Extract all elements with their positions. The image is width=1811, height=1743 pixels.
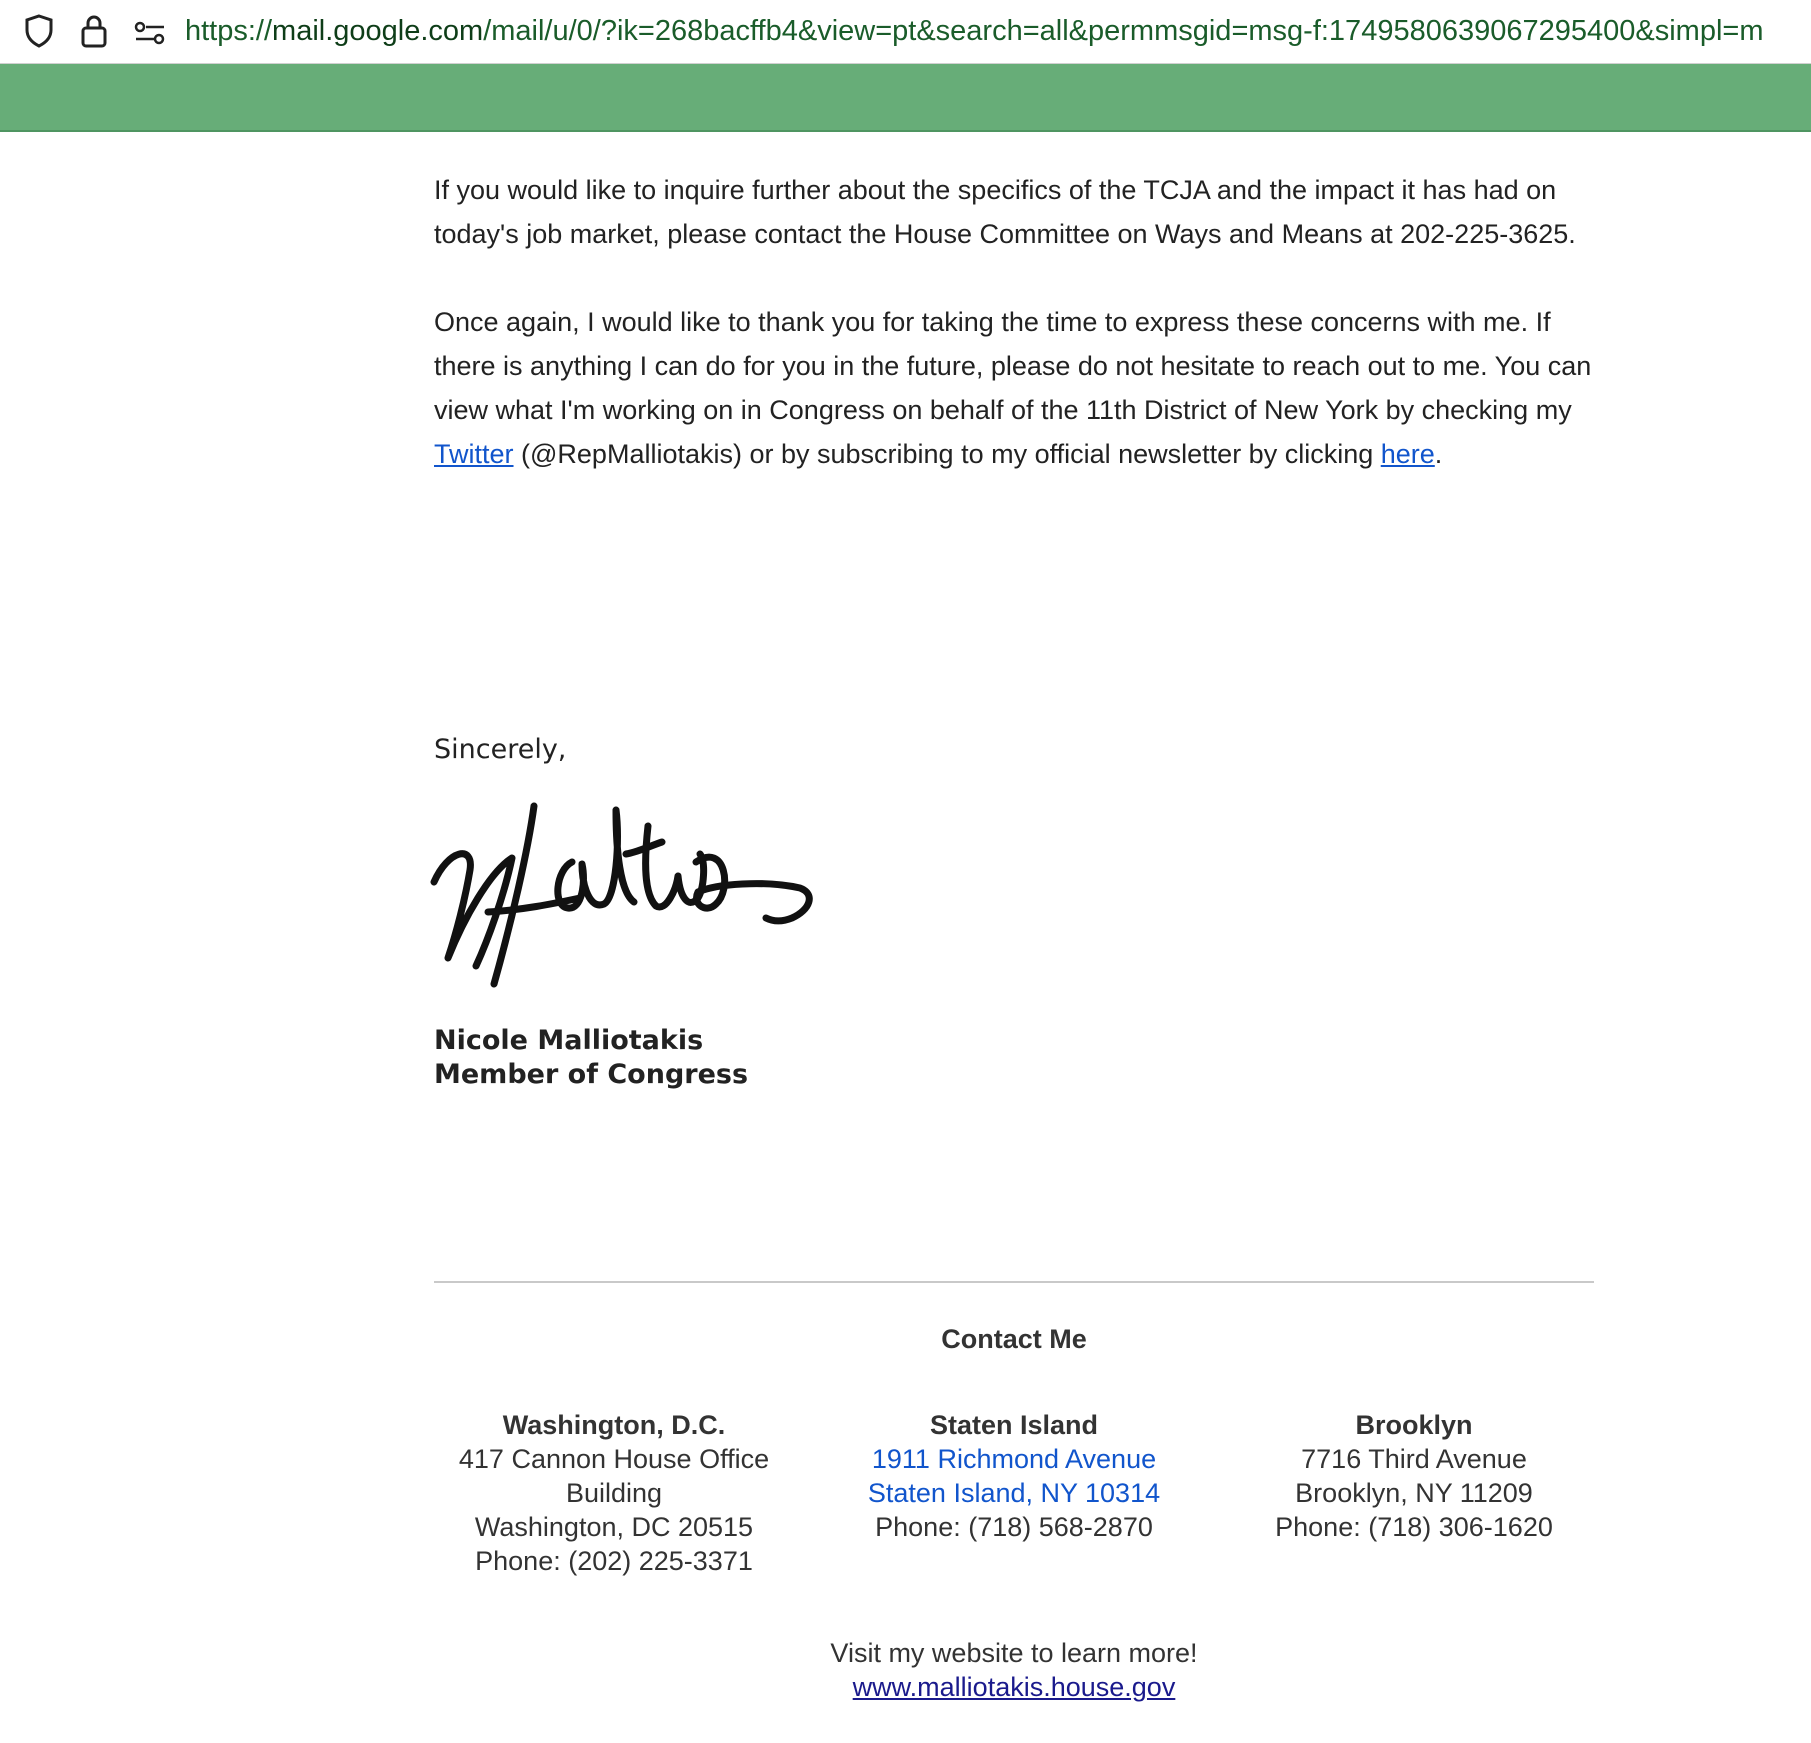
footer-divider — [434, 1281, 1594, 1283]
paragraph-thanks-start: Once again, I would like to thank you for taking the time to express these concerns with me. If there is anything I can do for you in the future, please do not hesitate to reach out to me. You can view what I'm working on in Congress on behalf of the 11th District of New York by checking my — [434, 307, 1592, 425]
office-address-line: Brooklyn, NY 11209 — [1295, 1478, 1533, 1508]
office-name-staten-island: Staten Island — [929, 1410, 1099, 1440]
url-scheme: https:// — [185, 15, 273, 47]
url-text[interactable] — [185, 15, 1763, 48]
signer-name: Nicole Malliotakis — [434, 1025, 704, 1056]
staten-island-city-link[interactable]: Staten Island, NY 10314 — [867, 1478, 1161, 1508]
office-phone: Phone: (718) 306-1620 — [1275, 1512, 1553, 1542]
office-name-washington: Washington, D.C. — [502, 1410, 726, 1440]
office-brooklyn — [1234, 1408, 1594, 1544]
handwritten-signature — [430, 800, 870, 1005]
lock-icon[interactable] — [80, 14, 108, 53]
office-address-line: Washington, DC 20515 — [474, 1512, 754, 1542]
office-name-brooklyn: Brooklyn — [1355, 1410, 1473, 1440]
office-address-line: 417 Cannon House Office — [458, 1444, 770, 1474]
url-path: /mail/u/0/?ik=268bacffb4&view=pt&search=all&permmsgid=msg-f:1749580639067295400&simpl=m — [483, 15, 1764, 47]
office-phone: Phone: (718) 568-2870 — [875, 1512, 1153, 1542]
page-settings-icon[interactable] — [134, 20, 166, 51]
gmail-header-strip — [0, 64, 1811, 132]
contact-heading: Contact Me — [941, 1324, 1087, 1354]
newsletter-link[interactable]: here — [1380, 439, 1435, 469]
url-host: mail.google.com — [272, 15, 484, 47]
twitter-link[interactable]: Twitter — [434, 439, 514, 469]
closing-salutation: Sincerely, — [434, 734, 567, 765]
browser-url-bar[interactable] — [0, 0, 1811, 64]
visit-text: Visit my website to learn more! — [830, 1638, 1198, 1668]
office-washington — [434, 1408, 794, 1578]
website-link[interactable]: www.malliotakis.house.gov — [852, 1672, 1176, 1702]
office-address-line: 7716 Third Avenue — [1301, 1444, 1527, 1474]
shield-icon[interactable] — [24, 14, 54, 53]
office-address-line: Building — [565, 1478, 663, 1508]
signature-block — [434, 1024, 748, 1092]
office-staten-island — [834, 1408, 1194, 1544]
email-body — [434, 80, 1594, 520]
staten-island-address-link[interactable]: 1911 Richmond Avenue — [871, 1444, 1157, 1474]
website-promo — [434, 1636, 1594, 1704]
office-phone: Phone: (202) 225-3371 — [475, 1546, 753, 1576]
paragraph-thanks-mid: (@RepMalliotakis) or by subscribing to my official newsletter by clicking — [513, 439, 1381, 469]
paragraph-thanks-end: . — [1434, 439, 1443, 469]
paragraph-thanks — [434, 300, 1594, 476]
signer-title: Member of Congress — [434, 1059, 749, 1090]
paragraph-tcja: If you would like to inquire further about the specifics of the TCJA and the impact it has had on today's job market, please contact the House Committee on Ways and Means at 202-225-3625. — [434, 175, 1576, 249]
